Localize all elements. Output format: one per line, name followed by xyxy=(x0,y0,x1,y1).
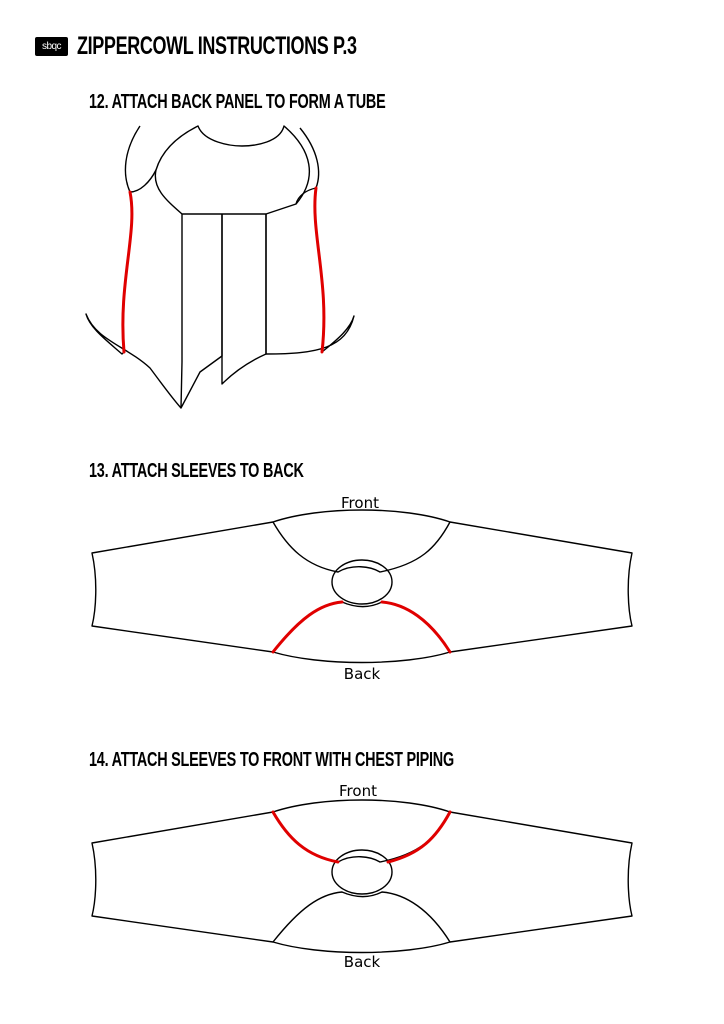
back-piece-outline xyxy=(273,892,450,953)
right-sleeve-outline xyxy=(450,522,632,652)
zipper-left-panel xyxy=(181,214,222,408)
collar-outline xyxy=(155,126,309,214)
back-label: Back xyxy=(343,953,381,971)
right-front-seam xyxy=(388,812,450,862)
step-14-title: 14. ATTACH SLEEVES TO FRONT WITH CHEST PIPING xyxy=(89,749,454,771)
zipper-right-panel xyxy=(222,214,266,384)
step-12-diagram xyxy=(0,0,724,430)
brand-logo: sbqc xyxy=(35,37,68,56)
left-sleeve-outline xyxy=(92,812,273,942)
front-label: Front xyxy=(341,494,379,512)
front-piece-outline xyxy=(273,800,450,862)
front-label: Front xyxy=(339,782,377,800)
right-seam xyxy=(315,188,324,352)
back-piece-outline xyxy=(273,602,450,663)
left-seam xyxy=(123,192,132,352)
right-panel-outline xyxy=(266,188,354,354)
left-back-seam xyxy=(273,602,342,652)
left-shoulder-outline xyxy=(125,126,156,192)
back-label: Back xyxy=(343,665,381,683)
left-front-seam xyxy=(273,812,338,862)
left-panel-outline xyxy=(86,192,181,408)
document-title: ZIPPERCOWL INSTRUCTIONS P.3 xyxy=(77,31,357,60)
step-14-diagram xyxy=(0,770,724,990)
right-sleeve-outline xyxy=(450,812,632,942)
right-back-seam xyxy=(382,602,450,652)
left-sleeve-outline xyxy=(92,522,273,652)
front-piece-outline xyxy=(273,510,450,572)
step-13-title: 13. ATTACH SLEEVES TO BACK xyxy=(89,460,304,482)
step-12-title: 12. ATTACH BACK PANEL TO FORM A TUBE xyxy=(89,91,386,113)
step-13-diagram xyxy=(0,480,724,700)
